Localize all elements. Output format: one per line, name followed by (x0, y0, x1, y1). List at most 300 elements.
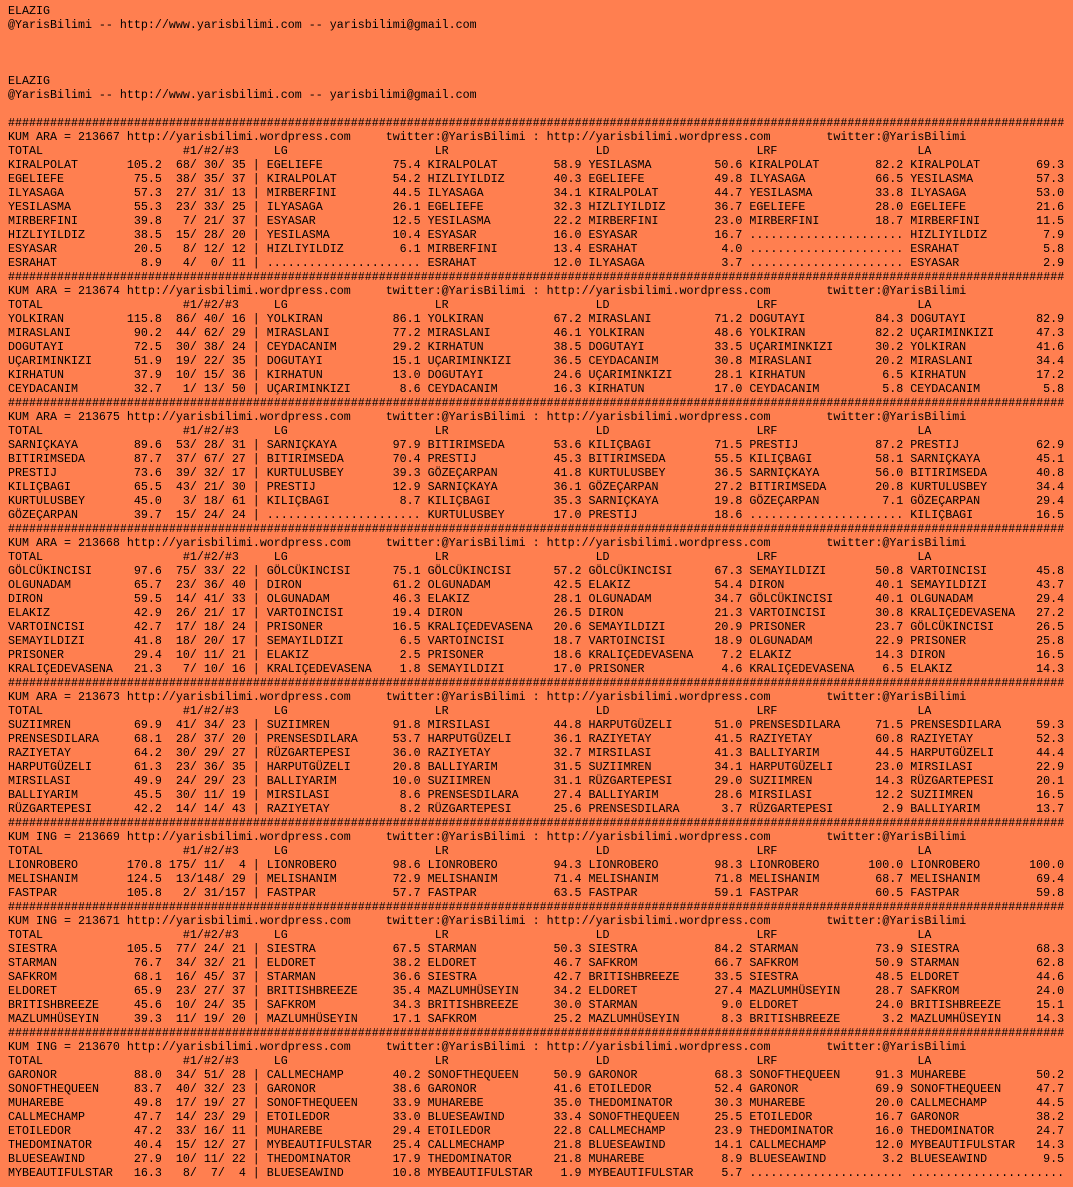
separator-line: ####################################################################################################################################################### (8, 116, 1065, 130)
leg-team-name: GÖZEÇARPAN (588, 480, 659, 494)
leg-team-name: PRENSESDILARA (588, 802, 680, 816)
leg-team-name: ESRAHAT (427, 256, 477, 270)
column-divider: | (252, 648, 260, 662)
leg-score: 38.5 (553, 340, 582, 354)
leg-team-name: MIRSILASI (910, 760, 974, 774)
placing-count: 36 (203, 578, 218, 592)
leg-score: 82.2 (875, 326, 904, 340)
leg-team-name: HIZLIYILDIZ (266, 242, 344, 256)
leg-team-name: KILIÇBAGI (427, 494, 491, 508)
leg-score: 5.8 (1043, 382, 1065, 396)
leg-cell-ld (589, 872, 743, 886)
table-row (8, 186, 1073, 200)
total-score: 29.4 (133, 648, 162, 662)
leg-cell-lg (267, 788, 421, 802)
leg-score: 28.6 (714, 788, 743, 802)
total-score: 45.6 (133, 998, 162, 1012)
column-divider: | (252, 186, 260, 200)
leg-team-name: MUHAREBE (427, 1096, 484, 1110)
total-score: 105.2 (126, 158, 162, 172)
placing-separator: / (189, 354, 197, 368)
leg-score: 91.8 (392, 718, 421, 732)
leg-cell-lr (428, 508, 582, 522)
leg-score: 35.0 (553, 1096, 582, 1110)
race-block (8, 270, 1073, 396)
placing-counts (169, 214, 246, 228)
placing-count: 43 (231, 802, 246, 816)
leg-team-name: SEMAYILDIZI (266, 634, 344, 648)
placing-count: 12 (203, 242, 218, 256)
leg-score: 23.0 (714, 214, 743, 228)
placing-separator: / (217, 1012, 225, 1026)
leg-team-name: SUZIIMREN (749, 774, 813, 788)
team-name: ESYASAR (8, 242, 57, 256)
placing-separator: / (217, 1124, 225, 1138)
leg-cell-lrf (749, 1152, 903, 1166)
placing-count: 29 (231, 872, 246, 886)
placing-count: 16 (231, 662, 246, 676)
team-name: KILIÇBAGI (8, 480, 71, 494)
leg-cell-lg (267, 592, 421, 606)
placing-count: 77 (175, 942, 190, 956)
column-divider: | (252, 858, 260, 872)
placing-counts (169, 1138, 246, 1152)
leg-team-name: KRALIÇEDEVASENA (427, 620, 533, 634)
placing-counts (169, 312, 246, 326)
race-header: KUM ARA = 213668 http://yarisbilimi.wordpress.com twitter:@YarisBilimi : http://yarisbilimi.wordpress.com twitter:@YarisBilimi (8, 536, 967, 550)
total-score: 61.3 (133, 760, 162, 774)
total-score: 124.5 (126, 872, 162, 886)
leg-team-name: BRITISHBREEZE (588, 970, 680, 984)
placing-count: 43 (175, 480, 190, 494)
leg-team-name: MELISHANIM (749, 872, 820, 886)
placing-separator: / (217, 578, 225, 592)
placing-count: 35 (203, 172, 218, 186)
placing-count: 31 (203, 886, 218, 900)
placing-count: 11 (203, 858, 218, 872)
leg-team-name: BITIRIMSEDA (266, 452, 344, 466)
leg-team-name: ESRAHAT (588, 242, 638, 256)
total-score: 42.9 (133, 606, 162, 620)
leg-score: 6.5 (399, 634, 421, 648)
placing-separator: / (189, 564, 197, 578)
leg-cell-lr (428, 760, 582, 774)
column-divider: | (252, 508, 260, 522)
leg-score: 33.5 (714, 340, 743, 354)
leg-team-name: LIONROBERO (427, 858, 498, 872)
column-header-lrf: LRF (756, 1054, 778, 1068)
leg-cell-ld (589, 802, 743, 816)
leg-cell-lrf (749, 494, 903, 508)
column-header-ld: LD (595, 928, 610, 942)
leg-team-name: SAFKROM (588, 956, 638, 970)
leg-cell-ld (589, 634, 743, 648)
placing-count: 30 (175, 340, 190, 354)
placing-count: 32 (203, 1082, 218, 1096)
leg-cell-lr (428, 634, 582, 648)
leg-score: 68.7 (875, 872, 904, 886)
leg-score: 57.3 (1036, 172, 1065, 186)
leg-team-name: SIESTRA (427, 970, 477, 984)
leg-cell-lrf (749, 368, 903, 382)
placing-counts (169, 788, 246, 802)
leg-score: 42.5 (553, 578, 582, 592)
placing-count: 21 (203, 214, 218, 228)
total-score: 39.7 (133, 508, 162, 522)
empty-placeholder: ...................... (910, 1166, 1065, 1180)
placing-counts (169, 634, 246, 648)
leg-cell-ld (589, 1012, 743, 1026)
race-block (8, 522, 1073, 676)
placing-count: 34 (175, 1068, 190, 1082)
leg-cell-lr (428, 942, 582, 956)
column-divider: | (252, 214, 260, 228)
team-name: VARTOINCISI (8, 620, 85, 634)
table-row (8, 508, 1073, 522)
placing-separator: / (217, 872, 225, 886)
leg-team-name: YESILASMA (910, 172, 974, 186)
table-row (8, 200, 1073, 214)
placing-count: 44 (175, 326, 190, 340)
team-name: HARPUTGÜZELI (8, 760, 92, 774)
placing-count: 31 (231, 438, 246, 452)
leg-cell-lg (267, 564, 421, 578)
leg-team-name: CALLMECHAMP (266, 1068, 344, 1082)
leg-team-name: MIRBERFINI (910, 214, 981, 228)
placing-counts (169, 802, 246, 816)
column-header-lr: LR (434, 928, 449, 942)
leg-score: 69.9 (875, 1082, 904, 1096)
leg-cell-la (910, 788, 1064, 802)
leg-score: 44.5 (392, 186, 421, 200)
placing-count: 11 (203, 788, 218, 802)
leg-score: 36.0 (392, 746, 421, 760)
leg-score: 29.4 (1036, 494, 1065, 508)
leg-score: 2.5 (399, 648, 421, 662)
leg-team-name: BLUESEAWIND (427, 1110, 505, 1124)
leg-cell-lrf (749, 858, 903, 872)
leg-cell-ld (589, 564, 743, 578)
leg-score: 20.6 (553, 620, 582, 634)
placing-separator: / (217, 1152, 225, 1166)
leg-team-name: ETOILEDOR (588, 1082, 652, 1096)
placing-count: 75 (175, 564, 190, 578)
total-score: 45.5 (133, 788, 162, 802)
placing-separator: / (217, 662, 225, 676)
leg-score: 24.0 (875, 998, 904, 1012)
placing-separator: / (189, 172, 197, 186)
leg-team-name: STARMAN (749, 942, 799, 956)
race-block (8, 900, 1073, 1026)
table-row (8, 1138, 1073, 1152)
placing-count: 36 (203, 760, 218, 774)
leg-cell-lrf (749, 942, 903, 956)
leg-score: 59.3 (1036, 718, 1065, 732)
placing-counts (169, 508, 246, 522)
placing-separator: / (217, 172, 225, 186)
leg-cell-lr (428, 886, 582, 900)
placing-separator: / (189, 382, 197, 396)
race-block (8, 816, 1073, 900)
leg-score: 38.6 (392, 1082, 421, 1096)
placing-count: 11 (203, 648, 218, 662)
leg-team-name: EGELIEFE (588, 172, 645, 186)
placing-count: 37 (231, 214, 246, 228)
leg-team-name: STARMAN (427, 942, 477, 956)
leg-cell-ld (589, 256, 743, 270)
leg-team-name: BRITISHBREEZE (749, 1012, 841, 1026)
table-row (8, 494, 1073, 508)
leg-team-name: KIRALPOLAT (910, 158, 981, 172)
leg-cell-la (910, 1012, 1064, 1026)
leg-team-name: BITIRIMSEDA (749, 480, 827, 494)
column-divider: | (252, 970, 260, 984)
leg-team-name: PRISONER (427, 648, 484, 662)
placing-counts (169, 592, 246, 606)
total-score: 105.5 (126, 942, 162, 956)
leg-score: 16.5 (1036, 508, 1065, 522)
leg-cell-lg (267, 256, 421, 270)
leg-team-name: SONOFTHEQUEEN (266, 1096, 358, 1110)
leg-team-name: KURTULUSBEY (910, 480, 988, 494)
team-name: OLGUNADAM (8, 578, 71, 592)
leg-score: 20.8 (875, 480, 904, 494)
table-row (8, 1152, 1073, 1166)
leg-cell-ld (589, 718, 743, 732)
leg-team-name: YOLKIRAN (588, 326, 645, 340)
column-header-ld: LD (595, 550, 610, 564)
leg-team-name: CALLMECHAMP (749, 1138, 827, 1152)
column-header-lg: LG (273, 704, 288, 718)
team-name: PRESTIJ (8, 466, 57, 480)
leg-cell-ld (589, 732, 743, 746)
leg-score: 48.5 (875, 970, 904, 984)
leg-score: 58.1 (875, 452, 904, 466)
leg-team-name: UÇARIMINKIZI (427, 354, 512, 368)
placing-count: 3 (182, 494, 190, 508)
placing-count: 17 (231, 634, 246, 648)
placing-counts (169, 774, 246, 788)
leg-cell-lr (428, 774, 582, 788)
leg-cell-lg (267, 214, 421, 228)
leg-score: 29.4 (392, 1124, 421, 1138)
column-divider: | (252, 1096, 260, 1110)
column-header-picks: #1/#2/#3 (182, 704, 239, 718)
leg-score: 59.1 (714, 886, 743, 900)
leg-cell-lr (428, 354, 582, 368)
leg-team-name: GARONOR (749, 1082, 799, 1096)
placing-counts (169, 1166, 246, 1180)
placing-separator: / (189, 326, 197, 340)
placing-count: 17 (175, 620, 190, 634)
leg-team-name: KRALIÇEDEVASENA (749, 662, 855, 676)
placing-separator: / (217, 242, 225, 256)
placing-separator: / (217, 592, 225, 606)
team-name: MIRSILASI (8, 774, 71, 788)
column-header-lg: LG (273, 844, 288, 858)
placing-count: 86 (175, 312, 190, 326)
total-score: 105.8 (126, 886, 162, 900)
leg-score: 8.7 (399, 494, 421, 508)
total-score: 39.8 (133, 214, 162, 228)
leg-cell-lg (267, 158, 421, 172)
leg-score: 100.0 (1029, 858, 1065, 872)
leg-cell-la (910, 942, 1064, 956)
race-block (8, 396, 1073, 522)
leg-cell-lg (267, 1110, 421, 1124)
leg-team-name: SIESTRA (910, 942, 960, 956)
placing-separator: / (217, 774, 225, 788)
leg-score: 27.4 (553, 788, 582, 802)
leg-score: 17.0 (553, 662, 582, 676)
leg-team-name: SIESTRA (266, 942, 316, 956)
team-name: SONOFTHEQUEEN (8, 1082, 99, 1096)
column-divider: | (252, 228, 260, 242)
leg-score: 70.4 (392, 452, 421, 466)
column-divider: | (252, 732, 260, 746)
placing-count: 15 (203, 368, 218, 382)
leg-team-name: BLUESEAWIND (910, 1152, 988, 1166)
leg-score: 97.9 (392, 438, 421, 452)
team-name: BITIRIMSEDA (8, 452, 85, 466)
placing-separator: / (189, 1096, 197, 1110)
leg-team-name: THEDOMINATOR (588, 1096, 673, 1110)
placing-count: 22 (231, 1152, 246, 1166)
leg-score: 14.3 (1036, 1012, 1065, 1026)
placing-counts (169, 620, 246, 634)
leg-team-name: EGELIEFE (749, 200, 806, 214)
leg-team-name: MUHAREBE (588, 1152, 645, 1166)
placing-count: 28 (203, 438, 218, 452)
team-name: CALLMECHAMP (8, 1110, 85, 1124)
placing-separator: / (217, 508, 225, 522)
leg-team-name: SONOFTHEQUEEN (427, 1068, 519, 1082)
column-divider: | (252, 718, 260, 732)
total-score: 55.3 (133, 200, 162, 214)
column-header-total: TOTAL (8, 424, 43, 438)
leg-team-name: THEDOMINATOR (749, 1124, 834, 1138)
leg-score: 26.5 (553, 606, 582, 620)
leg-cell-lr (428, 158, 582, 172)
leg-score: 25.5 (714, 1110, 743, 1124)
leg-score: 36.6 (392, 970, 421, 984)
leg-score: 33.0 (392, 1110, 421, 1124)
leg-score: 6.1 (399, 242, 421, 256)
table-row (8, 256, 1073, 270)
column-header-ld: LD (595, 704, 610, 718)
placing-counts (169, 172, 246, 186)
leg-team-name: ELDORET (749, 998, 799, 1012)
column-header-la: LA (917, 550, 932, 564)
leg-team-name: SONOFTHEQUEEN (588, 1110, 680, 1124)
leg-team-name: ELAKIZ (266, 648, 309, 662)
column-divider: | (252, 158, 260, 172)
leg-team-name: VARTOINCISI (910, 564, 988, 578)
leg-score: 9.0 (721, 998, 743, 1012)
column-header-lrf: LRF (756, 550, 778, 564)
leg-cell-la (910, 1068, 1064, 1082)
leg-team-name: SEMAYILDIZI (588, 620, 666, 634)
placing-count: 24 (231, 508, 246, 522)
leg-cell-lr (428, 368, 582, 382)
leg-score: 14.3 (1036, 1138, 1065, 1152)
leg-cell-la (910, 494, 1064, 508)
placing-separator: / (217, 214, 225, 228)
column-header-total: TOTAL (8, 1054, 43, 1068)
placing-separator: / (217, 1110, 225, 1124)
leg-cell-la (910, 480, 1064, 494)
leg-cell-ld (589, 368, 743, 382)
column-divider: | (252, 1110, 260, 1124)
leg-score: 44.5 (1036, 1096, 1065, 1110)
leg-cell-la (910, 718, 1064, 732)
leg-cell-lg (267, 1068, 421, 1082)
leg-team-name: YOLKIRAN (266, 312, 323, 326)
leg-score: 5.8 (882, 382, 904, 396)
leg-cell-lr (428, 746, 582, 760)
leg-cell-lr (428, 466, 582, 480)
placing-separator: / (189, 620, 197, 634)
placing-separator: / (189, 1138, 197, 1152)
table-row (8, 466, 1073, 480)
total-score: 49.9 (133, 774, 162, 788)
column-header-lg: LG (273, 928, 288, 942)
leg-cell-la (910, 228, 1064, 242)
total-score: 72.5 (133, 340, 162, 354)
placing-separator: / (217, 256, 225, 270)
placing-separator: / (189, 508, 197, 522)
leg-score: 22.8 (553, 1124, 582, 1138)
leg-cell-la (910, 858, 1064, 872)
placing-count: 30 (175, 746, 190, 760)
leg-team-name: MIRSILASI (427, 718, 491, 732)
leg-team-name: RAZIYETAY (588, 732, 652, 746)
placing-count: 24 (203, 508, 218, 522)
leg-score: 84.3 (875, 312, 904, 326)
leg-team-name: OLGUNADAM (749, 634, 813, 648)
leg-cell-lr (428, 578, 582, 592)
placing-count: 16 (175, 970, 190, 984)
leg-score: 20.2 (875, 354, 904, 368)
leg-team-name: PRESTIJ (266, 480, 316, 494)
placing-separator: / (217, 956, 225, 970)
placing-count: 23 (175, 760, 190, 774)
leg-team-name: PRISONER (588, 662, 645, 676)
leg-cell-la (910, 606, 1064, 620)
leg-cell-la (910, 256, 1064, 270)
leg-score: 17.1 (392, 1012, 421, 1026)
placing-separator: / (217, 200, 225, 214)
column-divider: | (252, 200, 260, 214)
leg-team-name: MIRSILASI (749, 788, 813, 802)
placing-counts (169, 438, 246, 452)
total-score: 90.2 (133, 326, 162, 340)
placing-separator: / (217, 186, 225, 200)
placing-count: 37 (231, 172, 246, 186)
placing-count: 18 (203, 620, 218, 634)
placing-count: 21 (231, 956, 246, 970)
leg-cell-lrf (749, 326, 903, 340)
empty-placeholder: ...................... (749, 242, 904, 256)
column-headers (8, 298, 1073, 312)
placing-count: 19 (231, 788, 246, 802)
leg-score: 29.4 (1036, 592, 1065, 606)
placing-count: 35 (231, 354, 246, 368)
leg-score: 33.9 (392, 1096, 421, 1110)
leg-team-name: DIRON (749, 578, 785, 592)
leg-cell-lg (267, 746, 421, 760)
total-score: 20.5 (133, 242, 162, 256)
